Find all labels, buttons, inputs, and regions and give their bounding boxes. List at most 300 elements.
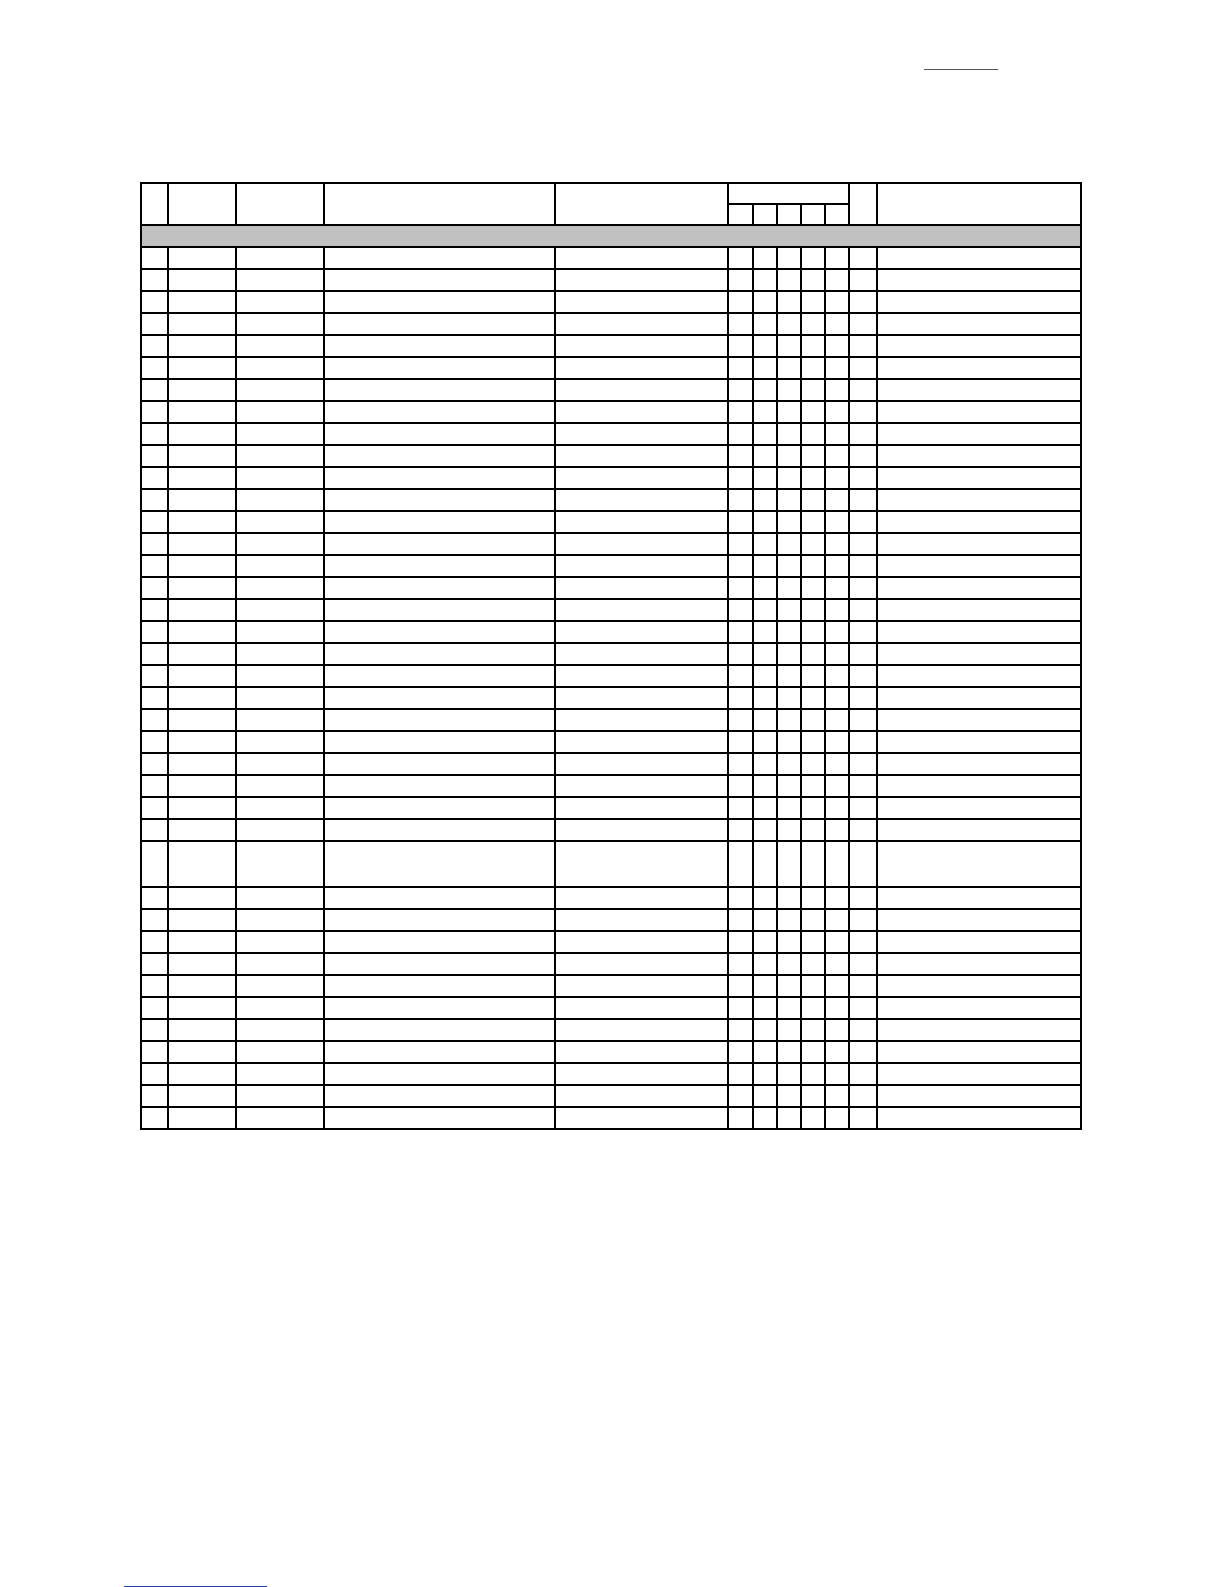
- table-cell[interactable]: [777, 423, 801, 445]
- table-cell[interactable]: [236, 753, 324, 775]
- table-cell[interactable]: [324, 775, 555, 797]
- table-cell[interactable]: [141, 291, 168, 313]
- table-cell[interactable]: [777, 1041, 801, 1063]
- table-cell[interactable]: [555, 643, 727, 665]
- table-cell[interactable]: [753, 1063, 777, 1085]
- table-cell[interactable]: [753, 687, 777, 709]
- table-cell[interactable]: [324, 731, 555, 753]
- table-cell[interactable]: [728, 269, 753, 291]
- table-cell[interactable]: [777, 577, 801, 599]
- table-cell[interactable]: [324, 643, 555, 665]
- table-cell[interactable]: [849, 401, 877, 423]
- table-cell[interactable]: [555, 887, 727, 909]
- table-cell[interactable]: [801, 511, 825, 533]
- table-cell[interactable]: [168, 423, 236, 445]
- table-cell[interactable]: [555, 753, 727, 775]
- table-cell[interactable]: [753, 489, 777, 511]
- table-cell[interactable]: [801, 953, 825, 975]
- table-cell[interactable]: [877, 533, 1081, 555]
- table-cell[interactable]: [849, 269, 877, 291]
- table-cell[interactable]: [825, 335, 849, 357]
- table-cell[interactable]: [849, 357, 877, 379]
- table-cell[interactable]: [777, 379, 801, 401]
- table-cell[interactable]: [728, 555, 753, 577]
- table-cell[interactable]: [753, 1085, 777, 1107]
- table-cell[interactable]: [728, 687, 753, 709]
- table-cell[interactable]: [141, 1107, 168, 1129]
- table-cell[interactable]: [777, 841, 801, 887]
- table-cell[interactable]: [324, 1085, 555, 1107]
- table-cell[interactable]: [849, 1063, 877, 1085]
- table-cell[interactable]: [849, 665, 877, 687]
- table-cell[interactable]: [877, 953, 1081, 975]
- table-cell[interactable]: [753, 975, 777, 997]
- table-cell[interactable]: [877, 291, 1081, 313]
- table-cell[interactable]: [555, 931, 727, 953]
- table-cell[interactable]: [141, 445, 168, 467]
- table-cell[interactable]: [825, 379, 849, 401]
- table-cell[interactable]: [168, 577, 236, 599]
- table-cell[interactable]: [555, 313, 727, 335]
- table-cell[interactable]: [753, 291, 777, 313]
- table-cell[interactable]: [728, 665, 753, 687]
- table-cell[interactable]: [324, 687, 555, 709]
- table-cell[interactable]: [236, 335, 324, 357]
- table-cell[interactable]: [324, 247, 555, 269]
- table-cell[interactable]: [825, 577, 849, 599]
- table-cell[interactable]: [877, 577, 1081, 599]
- table-cell[interactable]: [555, 401, 727, 423]
- table-cell[interactable]: [236, 247, 324, 269]
- table-cell[interactable]: [728, 489, 753, 511]
- table-cell[interactable]: [877, 909, 1081, 931]
- table-cell[interactable]: [753, 313, 777, 335]
- table-cell[interactable]: [236, 775, 324, 797]
- table-cell[interactable]: [777, 621, 801, 643]
- table-cell[interactable]: [753, 841, 777, 887]
- table-cell[interactable]: [753, 953, 777, 975]
- table-cell[interactable]: [236, 1019, 324, 1041]
- table-cell[interactable]: [236, 709, 324, 731]
- table-cell[interactable]: [555, 379, 727, 401]
- table-cell[interactable]: [168, 819, 236, 841]
- table-cell[interactable]: [324, 577, 555, 599]
- table-cell[interactable]: [801, 775, 825, 797]
- table-cell[interactable]: [555, 445, 727, 467]
- table-cell[interactable]: [236, 887, 324, 909]
- table-cell[interactable]: [324, 1041, 555, 1063]
- table-cell[interactable]: [236, 687, 324, 709]
- table-cell[interactable]: [825, 1107, 849, 1129]
- table-cell[interactable]: [825, 599, 849, 621]
- table-cell[interactable]: [141, 401, 168, 423]
- table-cell[interactable]: [777, 975, 801, 997]
- table-cell[interactable]: [877, 445, 1081, 467]
- table-cell[interactable]: [801, 797, 825, 819]
- table-cell[interactable]: [728, 467, 753, 489]
- table-cell[interactable]: [777, 753, 801, 775]
- table-cell[interactable]: [753, 467, 777, 489]
- table-cell[interactable]: [141, 997, 168, 1019]
- table-cell[interactable]: [168, 379, 236, 401]
- table-cell[interactable]: [801, 887, 825, 909]
- table-cell[interactable]: [801, 1041, 825, 1063]
- table-cell[interactable]: [141, 423, 168, 445]
- table-cell[interactable]: [324, 467, 555, 489]
- table-cell[interactable]: [877, 357, 1081, 379]
- table-cell[interactable]: [753, 1019, 777, 1041]
- table-cell[interactable]: [753, 819, 777, 841]
- table-cell[interactable]: [555, 511, 727, 533]
- table-cell[interactable]: [825, 401, 849, 423]
- table-cell[interactable]: [141, 709, 168, 731]
- table-cell[interactable]: [168, 775, 236, 797]
- table-cell[interactable]: [555, 1041, 727, 1063]
- table-cell[interactable]: [141, 313, 168, 335]
- table-cell[interactable]: [801, 975, 825, 997]
- table-cell[interactable]: [555, 775, 727, 797]
- table-cell[interactable]: [801, 687, 825, 709]
- table-cell[interactable]: [236, 1107, 324, 1129]
- table-cell[interactable]: [877, 599, 1081, 621]
- table-cell[interactable]: [236, 841, 324, 887]
- table-cell[interactable]: [168, 931, 236, 953]
- table-cell[interactable]: [728, 1085, 753, 1107]
- table-cell[interactable]: [168, 291, 236, 313]
- table-cell[interactable]: [877, 753, 1081, 775]
- table-cell[interactable]: [324, 797, 555, 819]
- table-cell[interactable]: [728, 975, 753, 997]
- table-cell[interactable]: [168, 313, 236, 335]
- table-cell[interactable]: [777, 1085, 801, 1107]
- table-cell[interactable]: [825, 555, 849, 577]
- table-cell[interactable]: [555, 731, 727, 753]
- table-cell[interactable]: [324, 665, 555, 687]
- table-cell[interactable]: [825, 467, 849, 489]
- table-cell[interactable]: [324, 753, 555, 775]
- table-cell[interactable]: [236, 621, 324, 643]
- table-cell[interactable]: [141, 1063, 168, 1085]
- table-cell[interactable]: [555, 577, 727, 599]
- table-cell[interactable]: [825, 489, 849, 511]
- table-cell[interactable]: [877, 335, 1081, 357]
- table-cell[interactable]: [849, 379, 877, 401]
- table-cell[interactable]: [825, 709, 849, 731]
- table-cell[interactable]: [801, 1107, 825, 1129]
- table-cell[interactable]: [777, 997, 801, 1019]
- table-cell[interactable]: [141, 357, 168, 379]
- table-cell[interactable]: [555, 953, 727, 975]
- table-cell[interactable]: [168, 953, 236, 975]
- table-cell[interactable]: [777, 401, 801, 423]
- table-cell[interactable]: [168, 1019, 236, 1041]
- table-cell[interactable]: [324, 511, 555, 533]
- table-cell[interactable]: [141, 489, 168, 511]
- table-cell[interactable]: [825, 511, 849, 533]
- table-cell[interactable]: [324, 819, 555, 841]
- table-cell[interactable]: [728, 1041, 753, 1063]
- table-cell[interactable]: [825, 1019, 849, 1041]
- table-cell[interactable]: [728, 511, 753, 533]
- table-cell[interactable]: [141, 797, 168, 819]
- table-cell[interactable]: [801, 357, 825, 379]
- table-cell[interactable]: [236, 1085, 324, 1107]
- table-cell[interactable]: [236, 379, 324, 401]
- table-cell[interactable]: [168, 357, 236, 379]
- table-cell[interactable]: [877, 643, 1081, 665]
- table-cell[interactable]: [168, 621, 236, 643]
- table-cell[interactable]: [555, 1107, 727, 1129]
- table-cell[interactable]: [877, 511, 1081, 533]
- table-cell[interactable]: [555, 467, 727, 489]
- table-cell[interactable]: [849, 1041, 877, 1063]
- table-cell[interactable]: [825, 247, 849, 269]
- table-cell[interactable]: [849, 775, 877, 797]
- table-cell[interactable]: [753, 665, 777, 687]
- table-cell[interactable]: [236, 423, 324, 445]
- table-cell[interactable]: [801, 753, 825, 775]
- table-cell[interactable]: [877, 269, 1081, 291]
- table-cell[interactable]: [236, 909, 324, 931]
- table-cell[interactable]: [849, 511, 877, 533]
- table-cell[interactable]: [877, 931, 1081, 953]
- table-cell[interactable]: [324, 1019, 555, 1041]
- table-cell[interactable]: [324, 1107, 555, 1129]
- table-cell[interactable]: [825, 1063, 849, 1085]
- table-cell[interactable]: [555, 489, 727, 511]
- table-cell[interactable]: [324, 423, 555, 445]
- table-cell[interactable]: [877, 379, 1081, 401]
- table-cell[interactable]: [801, 1085, 825, 1107]
- table-cell[interactable]: [753, 931, 777, 953]
- table-cell[interactable]: [324, 445, 555, 467]
- table-cell[interactable]: [777, 511, 801, 533]
- table-cell[interactable]: [801, 401, 825, 423]
- table-cell[interactable]: [324, 841, 555, 887]
- table-cell[interactable]: [236, 1063, 324, 1085]
- table-cell[interactable]: [849, 931, 877, 953]
- table-cell[interactable]: [236, 511, 324, 533]
- table-cell[interactable]: [825, 357, 849, 379]
- table-cell[interactable]: [753, 401, 777, 423]
- table-cell[interactable]: [753, 445, 777, 467]
- table-cell[interactable]: [801, 931, 825, 953]
- table-cell[interactable]: [877, 467, 1081, 489]
- table-cell[interactable]: [141, 665, 168, 687]
- table-cell[interactable]: [825, 975, 849, 997]
- table-cell[interactable]: [877, 313, 1081, 335]
- table-cell[interactable]: [141, 533, 168, 555]
- table-cell[interactable]: [849, 335, 877, 357]
- table-cell[interactable]: [555, 665, 727, 687]
- table-cell[interactable]: [877, 1019, 1081, 1041]
- table-cell[interactable]: [555, 1063, 727, 1085]
- table-cell[interactable]: [801, 819, 825, 841]
- table-cell[interactable]: [825, 665, 849, 687]
- table-cell[interactable]: [825, 1085, 849, 1107]
- table-cell[interactable]: [753, 775, 777, 797]
- table-cell[interactable]: [236, 555, 324, 577]
- table-cell[interactable]: [728, 1019, 753, 1041]
- table-cell[interactable]: [753, 887, 777, 909]
- table-cell[interactable]: [825, 291, 849, 313]
- table-cell[interactable]: [236, 975, 324, 997]
- table-cell[interactable]: [877, 555, 1081, 577]
- table-cell[interactable]: [877, 423, 1081, 445]
- table-cell[interactable]: [141, 819, 168, 841]
- table-cell[interactable]: [728, 797, 753, 819]
- table-cell[interactable]: [236, 953, 324, 975]
- table-cell[interactable]: [324, 953, 555, 975]
- table-cell[interactable]: [141, 775, 168, 797]
- table-cell[interactable]: [777, 467, 801, 489]
- table-cell[interactable]: [801, 909, 825, 931]
- table-cell[interactable]: [141, 975, 168, 997]
- table-cell[interactable]: [777, 1107, 801, 1129]
- table-cell[interactable]: [849, 599, 877, 621]
- table-cell[interactable]: [236, 819, 324, 841]
- table-cell[interactable]: [141, 621, 168, 643]
- table-cell[interactable]: [801, 997, 825, 1019]
- table-cell[interactable]: [236, 599, 324, 621]
- table-cell[interactable]: [324, 599, 555, 621]
- table-cell[interactable]: [825, 313, 849, 335]
- table-cell[interactable]: [728, 709, 753, 731]
- table-cell[interactable]: [555, 335, 727, 357]
- table-cell[interactable]: [849, 643, 877, 665]
- table-cell[interactable]: [168, 687, 236, 709]
- table-cell[interactable]: [801, 489, 825, 511]
- table-cell[interactable]: [777, 313, 801, 335]
- table-cell[interactable]: [849, 313, 877, 335]
- table-cell[interactable]: [141, 577, 168, 599]
- table-cell[interactable]: [168, 555, 236, 577]
- table-cell[interactable]: [849, 489, 877, 511]
- table-cell[interactable]: [849, 621, 877, 643]
- table-cell[interactable]: [753, 997, 777, 1019]
- table-cell[interactable]: [168, 247, 236, 269]
- table-cell[interactable]: [168, 335, 236, 357]
- table-cell[interactable]: [168, 753, 236, 775]
- table-cell[interactable]: [877, 997, 1081, 1019]
- table-cell[interactable]: [825, 753, 849, 775]
- table-cell[interactable]: [236, 401, 324, 423]
- table-cell[interactable]: [753, 909, 777, 931]
- table-cell[interactable]: [728, 887, 753, 909]
- table-cell[interactable]: [168, 269, 236, 291]
- table-cell[interactable]: [168, 1063, 236, 1085]
- table-cell[interactable]: [753, 555, 777, 577]
- table-cell[interactable]: [849, 445, 877, 467]
- table-cell[interactable]: [849, 887, 877, 909]
- table-cell[interactable]: [777, 533, 801, 555]
- table-cell[interactable]: [236, 467, 324, 489]
- table-cell[interactable]: [324, 975, 555, 997]
- table-cell[interactable]: [324, 931, 555, 953]
- table-cell[interactable]: [141, 467, 168, 489]
- table-cell[interactable]: [236, 797, 324, 819]
- table-cell[interactable]: [825, 797, 849, 819]
- table-cell[interactable]: [825, 731, 849, 753]
- table-cell[interactable]: [849, 1019, 877, 1041]
- table-cell[interactable]: [753, 577, 777, 599]
- table-cell[interactable]: [168, 599, 236, 621]
- table-cell[interactable]: [777, 797, 801, 819]
- table-cell[interactable]: [877, 665, 1081, 687]
- table-cell[interactable]: [777, 555, 801, 577]
- table-cell[interactable]: [324, 909, 555, 931]
- table-cell[interactable]: [753, 269, 777, 291]
- table-cell[interactable]: [777, 1019, 801, 1041]
- table-cell[interactable]: [825, 887, 849, 909]
- table-cell[interactable]: [753, 533, 777, 555]
- table-cell[interactable]: [825, 1041, 849, 1063]
- table-cell[interactable]: [877, 819, 1081, 841]
- table-cell[interactable]: [753, 357, 777, 379]
- table-cell[interactable]: [849, 709, 877, 731]
- table-cell[interactable]: [168, 975, 236, 997]
- table-cell[interactable]: [728, 819, 753, 841]
- table-cell[interactable]: [849, 953, 877, 975]
- table-cell[interactable]: [753, 511, 777, 533]
- table-cell[interactable]: [777, 599, 801, 621]
- table-cell[interactable]: [324, 379, 555, 401]
- table-cell[interactable]: [324, 489, 555, 511]
- table-cell[interactable]: [801, 313, 825, 335]
- table-cell[interactable]: [168, 887, 236, 909]
- table-cell[interactable]: [728, 621, 753, 643]
- table-cell[interactable]: [777, 953, 801, 975]
- table-cell[interactable]: [728, 753, 753, 775]
- table-cell[interactable]: [728, 599, 753, 621]
- table-cell[interactable]: [141, 269, 168, 291]
- table-cell[interactable]: [728, 291, 753, 313]
- table-cell[interactable]: [324, 401, 555, 423]
- table-cell[interactable]: [324, 621, 555, 643]
- table-cell[interactable]: [141, 643, 168, 665]
- table-cell[interactable]: [728, 379, 753, 401]
- table-cell[interactable]: [141, 687, 168, 709]
- table-cell[interactable]: [801, 709, 825, 731]
- table-cell[interactable]: [825, 931, 849, 953]
- table-cell[interactable]: [168, 797, 236, 819]
- table-cell[interactable]: [168, 489, 236, 511]
- table-cell[interactable]: [141, 1041, 168, 1063]
- table-cell[interactable]: [324, 997, 555, 1019]
- table-cell[interactable]: [801, 665, 825, 687]
- table-cell[interactable]: [728, 445, 753, 467]
- table-cell[interactable]: [141, 1019, 168, 1041]
- table-cell[interactable]: [168, 997, 236, 1019]
- table-cell[interactable]: [801, 291, 825, 313]
- table-cell[interactable]: [555, 423, 727, 445]
- table-cell[interactable]: [236, 357, 324, 379]
- table-cell[interactable]: [825, 445, 849, 467]
- table-cell[interactable]: [877, 687, 1081, 709]
- table-cell[interactable]: [728, 953, 753, 975]
- table-cell[interactable]: [877, 1063, 1081, 1085]
- table-cell[interactable]: [825, 533, 849, 555]
- table-cell[interactable]: [141, 555, 168, 577]
- table-cell[interactable]: [555, 533, 727, 555]
- table-cell[interactable]: [728, 1063, 753, 1085]
- table-cell[interactable]: [168, 665, 236, 687]
- table-cell[interactable]: [168, 1041, 236, 1063]
- table-cell[interactable]: [236, 269, 324, 291]
- table-cell[interactable]: [849, 555, 877, 577]
- table-cell[interactable]: [801, 533, 825, 555]
- table-cell[interactable]: [801, 335, 825, 357]
